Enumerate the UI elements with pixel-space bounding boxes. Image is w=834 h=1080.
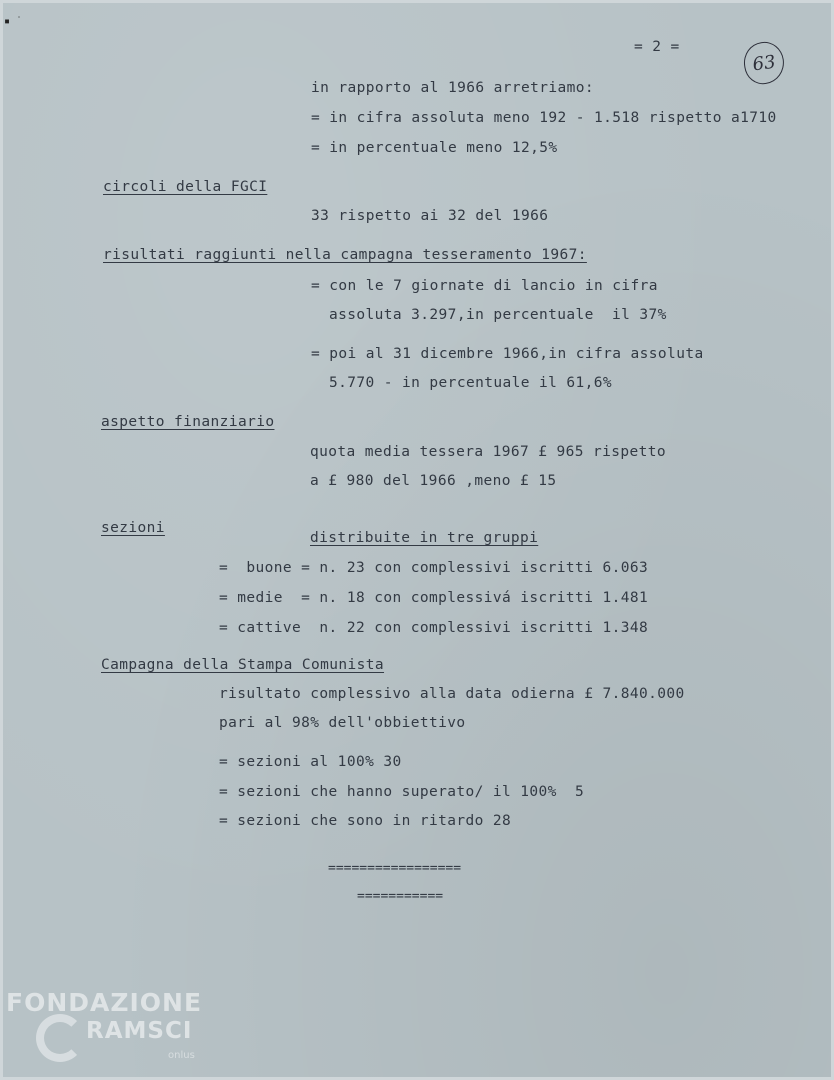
fgci-heading: circoli della FGCI bbox=[103, 179, 268, 195]
section-row-good: = buone = n. 23 con complessivi iscritti 6.063 bbox=[219, 560, 649, 576]
campaign-line-4: 5.770 - in percentuale il 61,6% bbox=[329, 375, 613, 391]
campaign-line-3: = poi al 31 dicembre 1966,in cifra assoluta bbox=[311, 346, 704, 362]
intro-line-2: = in cifra assoluta meno 192 - 1.518 rispetto a1710 bbox=[311, 110, 777, 126]
campaign-line-1: = con le 7 giornate di lancio in cifra bbox=[311, 278, 658, 294]
press-heading: Campagna della Stampa Comunista bbox=[101, 657, 385, 673]
finance-line-1: quota media tessera 1967 £ 965 rispetto bbox=[310, 444, 667, 460]
sections-heading: sezioni bbox=[101, 520, 165, 536]
finance-heading: aspetto finanziario bbox=[101, 414, 275, 430]
press-item-1: = sezioni al 100% 30 bbox=[219, 754, 402, 770]
watermark-onlus: onlus bbox=[168, 1050, 195, 1061]
closing-rule-1: ================= bbox=[328, 861, 462, 876]
paper-specks: ▪ ˙ bbox=[4, 16, 23, 27]
press-item-3: = sezioni che sono in ritardo 28 bbox=[219, 813, 512, 829]
campaign-line-2: assoluta 3.297,in percentuale il 37% bbox=[329, 307, 667, 323]
intro-line-3: = in percentuale meno 12,5% bbox=[311, 140, 558, 156]
press-line-1: risultato complessivo alla data odierna £ 7.840.000 bbox=[219, 686, 685, 702]
press-item-2: = sezioni che hanno superato/ il 100% 5 bbox=[219, 784, 585, 800]
watermark-g-logo bbox=[36, 1014, 84, 1062]
closing-rule-2: =========== bbox=[357, 889, 444, 904]
section-row-medium: = medie = n. 18 con complessivá iscritti 1.481 bbox=[219, 590, 649, 606]
handwritten-page-number: 63 bbox=[741, 39, 786, 86]
fgci-text: 33 rispetto ai 32 del 1966 bbox=[311, 208, 549, 224]
intro-line-1: in rapporto al 1966 arretriamo: bbox=[311, 80, 595, 96]
sections-subheading: distribuite in tre gruppi bbox=[310, 530, 539, 546]
section-row-bad: = cattive n. 22 con complessivi iscritti 1.348 bbox=[219, 620, 649, 636]
press-line-2: pari al 98% dell'obbiettivo bbox=[219, 715, 466, 731]
page-number: = 2 = bbox=[634, 39, 680, 55]
watermark-gramsci: RAMSCI bbox=[86, 1018, 193, 1044]
watermark-foundation: FONDAZIONE bbox=[6, 988, 203, 1017]
campaign-heading: risultati raggiunti nella campagna tesseramento 1967: bbox=[103, 247, 587, 263]
finance-line-2: a £ 980 del 1966 ,meno £ 15 bbox=[310, 473, 557, 489]
